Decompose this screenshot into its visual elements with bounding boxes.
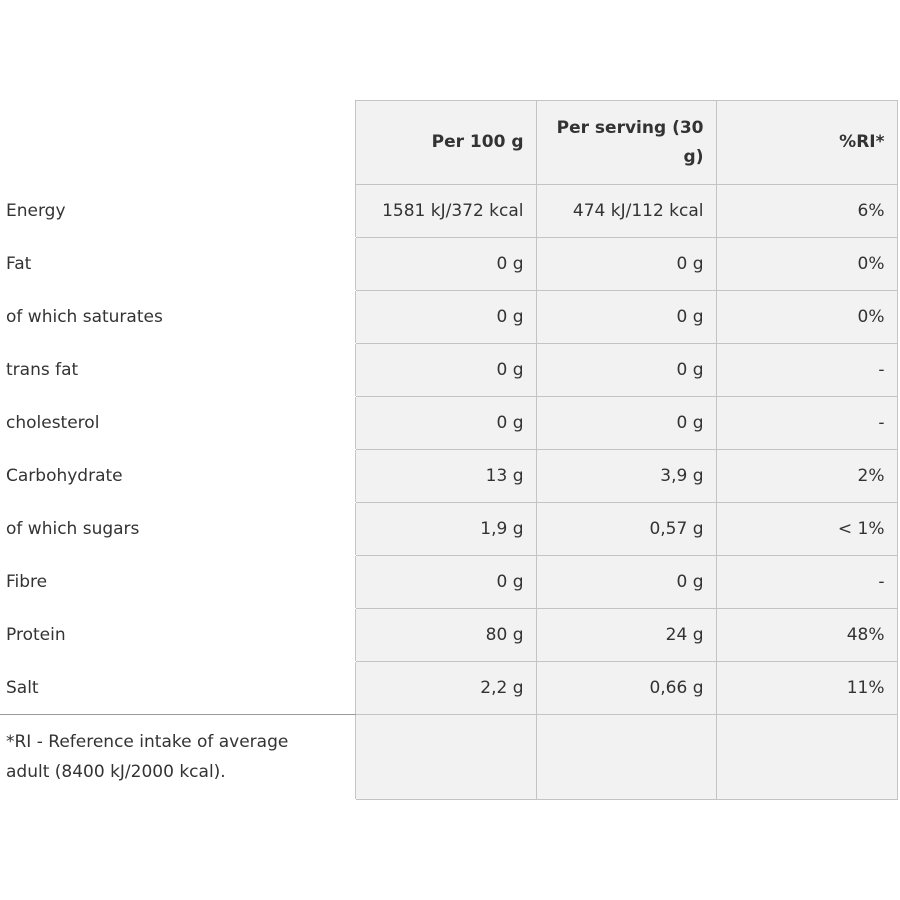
- per-serving-value: 0 g: [536, 238, 716, 291]
- header-per-serving: Per serving (30 g): [536, 101, 716, 185]
- ri-value: -: [716, 344, 897, 397]
- nutrient-label: cholesterol: [0, 397, 355, 450]
- per-serving-value: 0 g: [536, 556, 716, 609]
- footnote-row: [0, 715, 897, 800]
- nutrient-label: of which sugars: [0, 503, 355, 556]
- per-100g-value: 0 g: [355, 397, 536, 450]
- per-100g-value: 80 g: [355, 609, 536, 662]
- per-100g-value: 1,9 g: [355, 503, 536, 556]
- nutrient-label: Salt: [0, 662, 355, 715]
- table-row: [0, 344, 897, 397]
- per-serving-value: 24 g: [536, 609, 716, 662]
- per-100g-value: 13 g: [355, 450, 536, 503]
- per-serving-value: 0 g: [536, 291, 716, 344]
- header-per-100g: Per 100 g: [355, 101, 536, 185]
- empty-cell: [716, 715, 897, 800]
- per-100g-value: 0 g: [355, 556, 536, 609]
- per-serving-value: 0 g: [536, 344, 716, 397]
- nutrient-label: of which saturates: [0, 291, 355, 344]
- per-serving-value: 0,57 g: [536, 503, 716, 556]
- ri-value: -: [716, 397, 897, 450]
- per-100g-value: 1581 kJ/372 kcal: [355, 185, 536, 238]
- per-100g-value: 0 g: [355, 344, 536, 397]
- per-serving-value: 474 kJ/112 kcal: [536, 185, 716, 238]
- ri-value: 0%: [716, 238, 897, 291]
- table-row: [0, 450, 897, 503]
- ri-value: 0%: [716, 291, 897, 344]
- per-serving-value: 0,66 g: [536, 662, 716, 715]
- ri-value: 6%: [716, 185, 897, 238]
- table-row: [0, 662, 897, 715]
- table-row: [0, 397, 897, 450]
- ri-value: < 1%: [716, 503, 897, 556]
- nutrient-label: trans fat: [0, 344, 355, 397]
- empty-cell: [536, 715, 716, 800]
- table-row: [0, 503, 897, 556]
- header-row: [0, 101, 897, 185]
- ri-value: 2%: [716, 450, 897, 503]
- table-row: [0, 556, 897, 609]
- ri-value: 48%: [716, 609, 897, 662]
- nutrient-label: Carbohydrate: [0, 450, 355, 503]
- footnote-text: *RI - Reference intake of average adult (8400 kJ/2000 kcal).: [0, 715, 355, 800]
- per-100g-value: 0 g: [355, 291, 536, 344]
- per-serving-value: 3,9 g: [536, 450, 716, 503]
- per-100g-value: 0 g: [355, 238, 536, 291]
- per-serving-value: 0 g: [536, 397, 716, 450]
- header-ri: %RI*: [716, 101, 897, 185]
- ri-value: 11%: [716, 662, 897, 715]
- table-row: [0, 238, 897, 291]
- nutrient-label: Fat: [0, 238, 355, 291]
- nutrient-label: Protein: [0, 609, 355, 662]
- empty-cell: [355, 715, 536, 800]
- nutrient-label: Fibre: [0, 556, 355, 609]
- header-label: [0, 101, 355, 185]
- table-row: [0, 291, 897, 344]
- table-row: [0, 609, 897, 662]
- per-100g-value: 2,2 g: [355, 662, 536, 715]
- table-row: [0, 185, 897, 238]
- ri-value: -: [716, 556, 897, 609]
- nutrition-table: [0, 100, 898, 800]
- nutrient-label: Energy: [0, 185, 355, 238]
